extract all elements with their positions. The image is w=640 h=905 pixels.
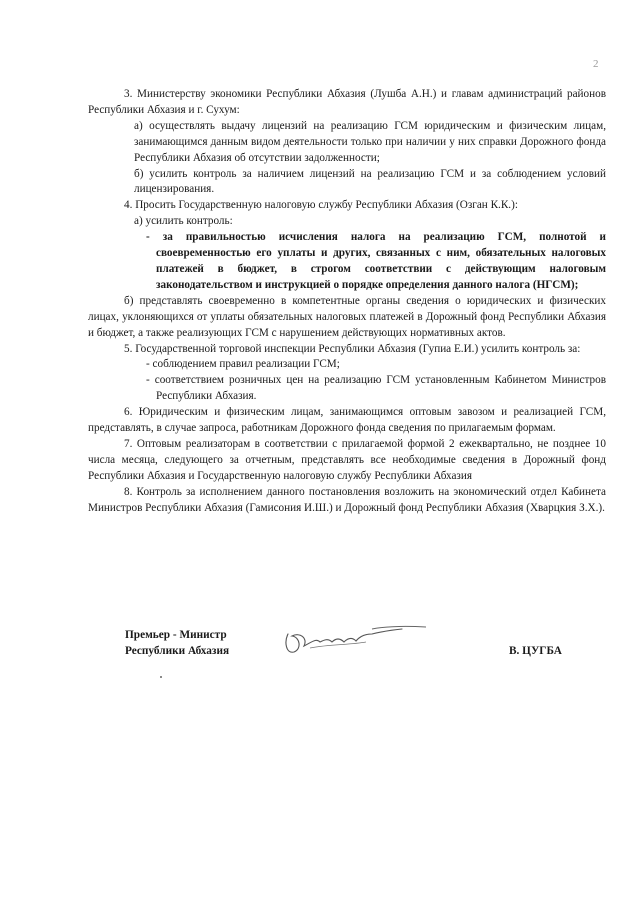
handwritten-signature [280, 612, 430, 662]
signatory-title [125, 627, 229, 659]
document-body [88, 87, 606, 516]
speck [160, 676, 162, 678]
paragraph: б) представлять своевременно в компетентные органы сведения о юридических и физических лицах, уклоняющихся от уплаты обязательных налоговых платежей в Дорожный фонд Республики Абхазия и бюджет, а также реализующих ГСМ с нарушением действующих нормативных актов. [88, 294, 606, 339]
paragraph: - за правильностью исчисления налога на реализацию ГСМ, полнотой и своевременностью его уплаты и других, связанных с ним, обязательных налоговых платежей в бюджет, в строгом соответствии с действующим налоговым законодательством и инструкцией о порядке определения данного налога (НГСМ); [146, 231, 606, 291]
paragraph: 6. Юридическим и физическим лицам, занимающимся оптовым завозом и реализацией ГСМ, представлять, в случае запроса, работникам Дорожного фонда сведения по прилагаемым формам. [88, 406, 606, 435]
paragraph: б) усилить контроль за наличием лицензий на реализацию ГСМ и за соблюдением условий лицензирования. [134, 167, 606, 196]
paragraph: 4. Просить Государственную налоговую службу Республики Абхазия (Озган К.К.): [124, 199, 518, 212]
paragraph: а) усилить контроль: [134, 215, 233, 228]
paragraph: 8. Контроль за исполнением данного постановления возложить на экономический отдел Кабинета Министров Республики Абхазия (Гамисония И.Ш.) и Дорожный фонд Республики Абхазия (Хварцкия З.Х.). [88, 485, 606, 514]
signatory-title-line-1: Премьер - Министр [125, 629, 227, 641]
paragraph: 7. Оптовым реализаторам в соответствии с прилагаемой формой 2 ежеквартально, не позднее 10 числа месяца, следующего за отчетным, представлять все необходимые сведения в Дорожный фонд Республики Абхазия и Государственную налоговую службу Республики Абхазия [88, 437, 606, 482]
signatory-name: В. ЦУГБА [509, 645, 562, 657]
paragraph: - соответствием розничных цен на реализацию ГСМ установленным Кабинетом Министров Республики Абхазия. [146, 374, 606, 403]
paragraph: - соблюдением правил реализации ГСМ; [146, 358, 340, 371]
paragraph: а) осуществлять выдачу лицензий на реализацию ГСМ юридическим и физическим лицам, занимающимся данным видом деятельности только при наличии у них справки Дорожного фонда Республики Абхазия об отсутствии задолженности; [134, 119, 606, 164]
paragraph: 3. Министерству экономики Республики Абхазия (Лушба А.Н.) и главам администраций районов Республики Абхазия и г. Сухум: [88, 88, 606, 116]
paragraph: 5. Государственной торговой инспекции Республики Абхазия (Гупиа Е.И.) усилить контроль за: [124, 342, 581, 355]
signatory-title-line-2: Республики Абхазия [125, 645, 230, 657]
page-number: 2 [593, 58, 599, 70]
